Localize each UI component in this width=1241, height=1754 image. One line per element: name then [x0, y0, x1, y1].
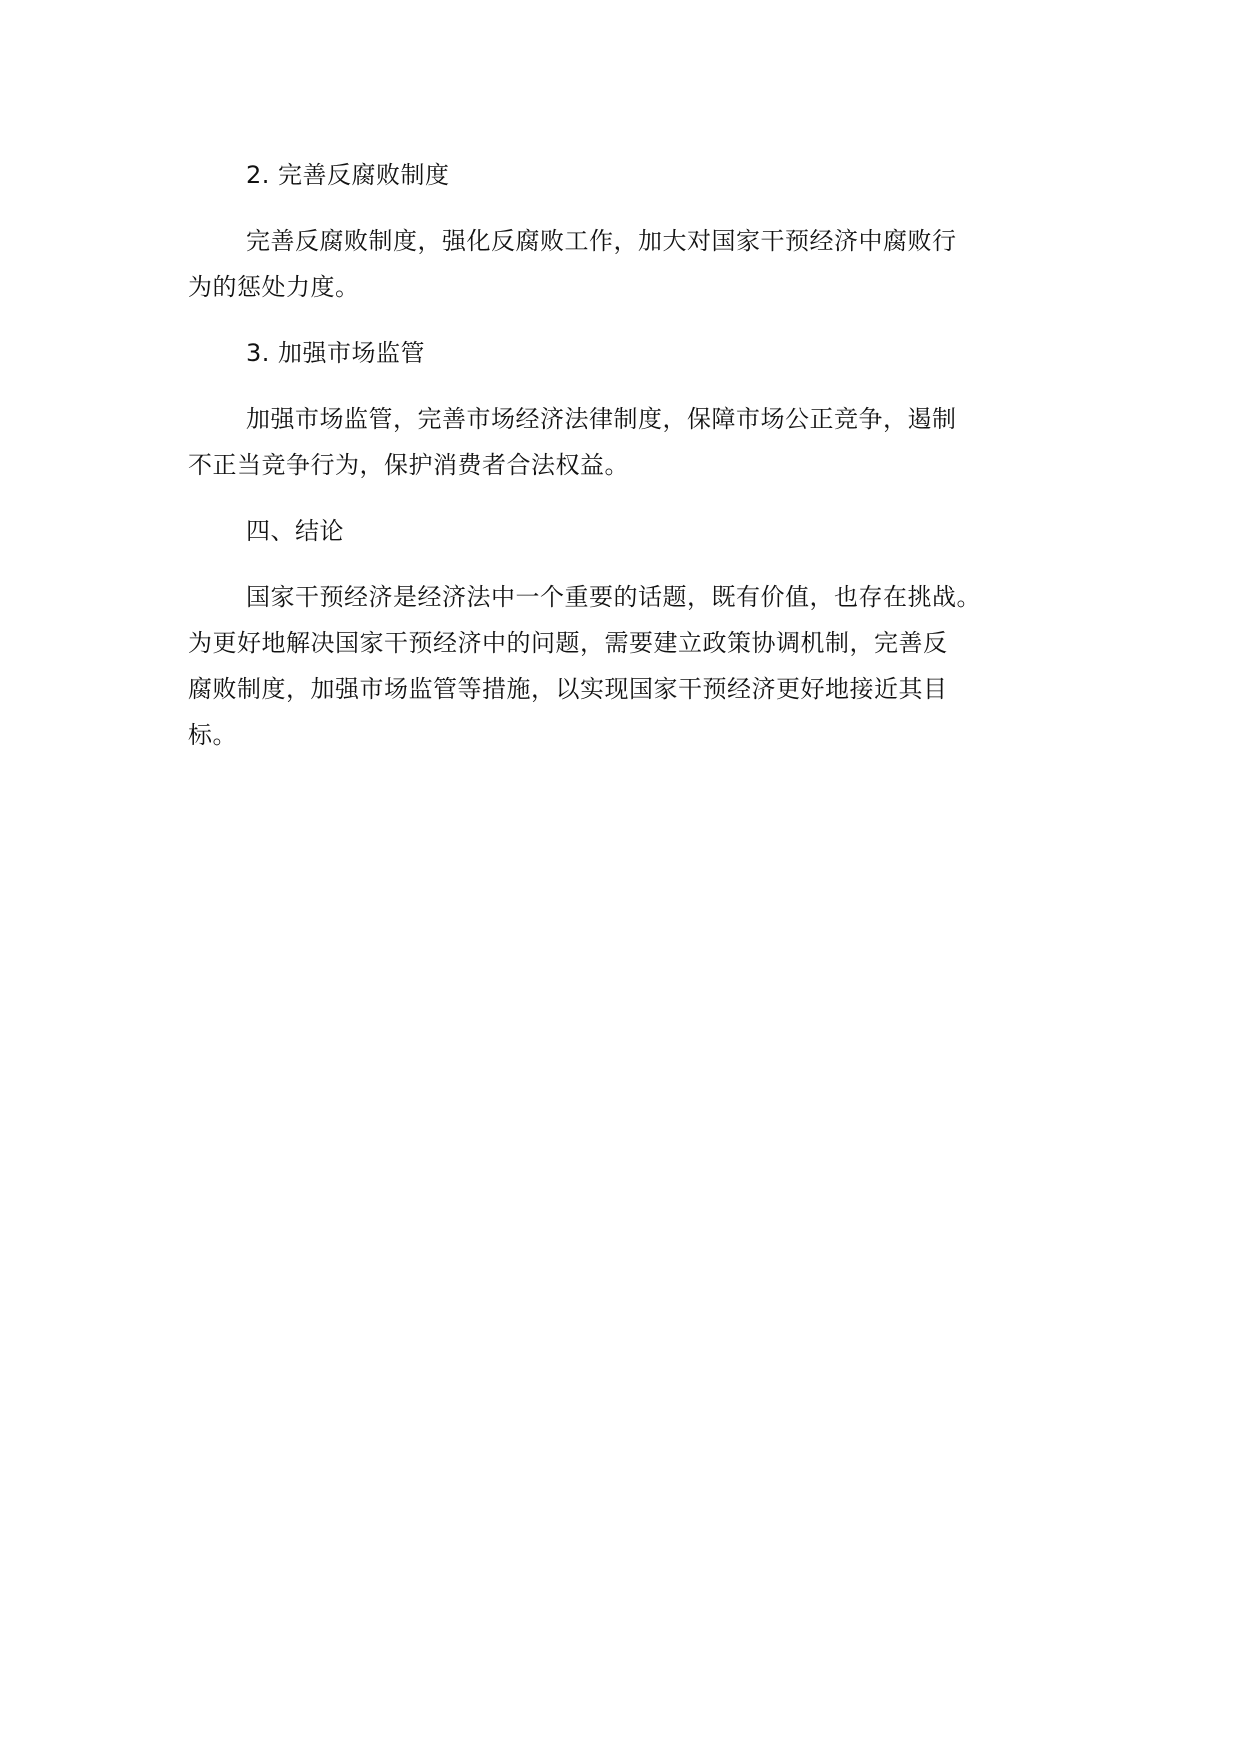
paragraph-line: 国家干预经济是经济法中一个重要的话题，既有价值，也存在挑战。: [246, 583, 981, 611]
spacer: [188, 198, 1078, 218]
paragraph-line: 腐败制度，加强市场监管等措施，以实现国家干预经济更好地接近其目: [188, 675, 948, 703]
spacer: [188, 488, 1078, 508]
paragraph-line: 为更好地解决国家干预经济中的问题，需要建立政策协调机制，完善反: [188, 629, 948, 657]
paragraph-line: 不正当竞争行为，保护消费者合法权益。: [188, 451, 629, 479]
spacer: [188, 554, 1078, 574]
spacer: [188, 376, 1078, 396]
paragraph-line: 完善反腐败制度，强化反腐败工作，加大对国家干预经济中腐败行: [246, 227, 957, 255]
paragraph-line: 加强市场监管，完善市场经济法律制度，保障市场公正竞争，遏制: [246, 405, 957, 433]
document-body: [188, 152, 1078, 758]
spacer: [188, 310, 1078, 330]
section-heading: 四、结论: [246, 517, 344, 545]
paragraph-line: 标。: [188, 721, 237, 749]
section-heading: 2. 完善反腐败制度: [246, 161, 450, 189]
section-heading: 3. 加强市场监管: [246, 339, 426, 367]
paragraph-line: 为的惩处力度。: [188, 273, 360, 301]
